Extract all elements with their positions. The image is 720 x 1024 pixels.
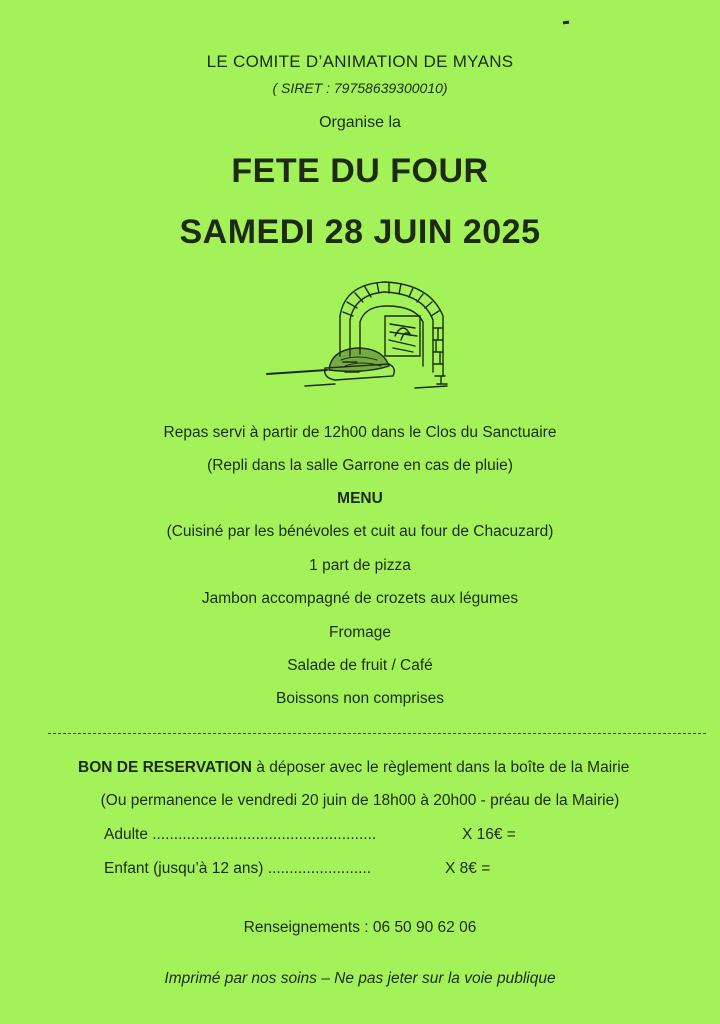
menu-note: (Cuisiné par les bénévoles et cuit au four de Chacuzard) <box>166 523 554 540</box>
bread-oven-icon <box>265 276 460 394</box>
cut-line <box>48 733 706 734</box>
drinks-note: Boissons non comprises <box>276 690 444 707</box>
menu-item: Fromage <box>328 624 392 641</box>
organisation-name: LE COMITE D’ANIMATION DE MYANS <box>206 52 514 71</box>
permanence-info: (Ou permanence le vendredi 20 juin de 18h00 à 20h00 - préau de la Mairie) <box>100 792 620 809</box>
menu-heading: MENU <box>337 490 383 507</box>
meal-info: Repas servi à partir de 12h00 dans le Clos du Sanctuaire <box>163 424 557 441</box>
reservation-line <box>78 759 629 777</box>
print-notice: Imprimé par nos soins – Ne pas jeter sur la voie publique <box>164 970 556 987</box>
ink-speck <box>563 21 569 25</box>
siret-number: ( SIRET : 79758639300010) <box>272 80 448 96</box>
menu-item: Salade de fruit / Café <box>287 657 433 674</box>
menu-item: Jambon accompagné de crozets aux légumes <box>201 590 519 607</box>
child-price: X 8€ = <box>445 860 491 877</box>
organise-text: Organise la <box>319 114 401 131</box>
adult-price: X 16€ = <box>462 826 516 843</box>
child-line[interactable]: Enfant (jusqu’à 12 ans) ........................ <box>104 860 372 877</box>
event-date: SAMEDI 28 JUIN 2025 <box>179 213 541 251</box>
adult-line[interactable]: Adulte .................................................... <box>104 826 377 843</box>
menu-item: 1 part de pizza <box>309 557 411 574</box>
event-title: FETE DU FOUR <box>231 152 489 190</box>
reservation-text: à déposer avec le règlement dans la boîte de la Mairie <box>251 759 630 776</box>
rain-fallback: (Repli dans la salle Garrone en cas de pluie) <box>207 457 513 474</box>
contact-info: Renseignements : 06 50 90 62 06 <box>243 919 477 936</box>
reservation-label: BON DE RESERVATION <box>78 759 252 776</box>
